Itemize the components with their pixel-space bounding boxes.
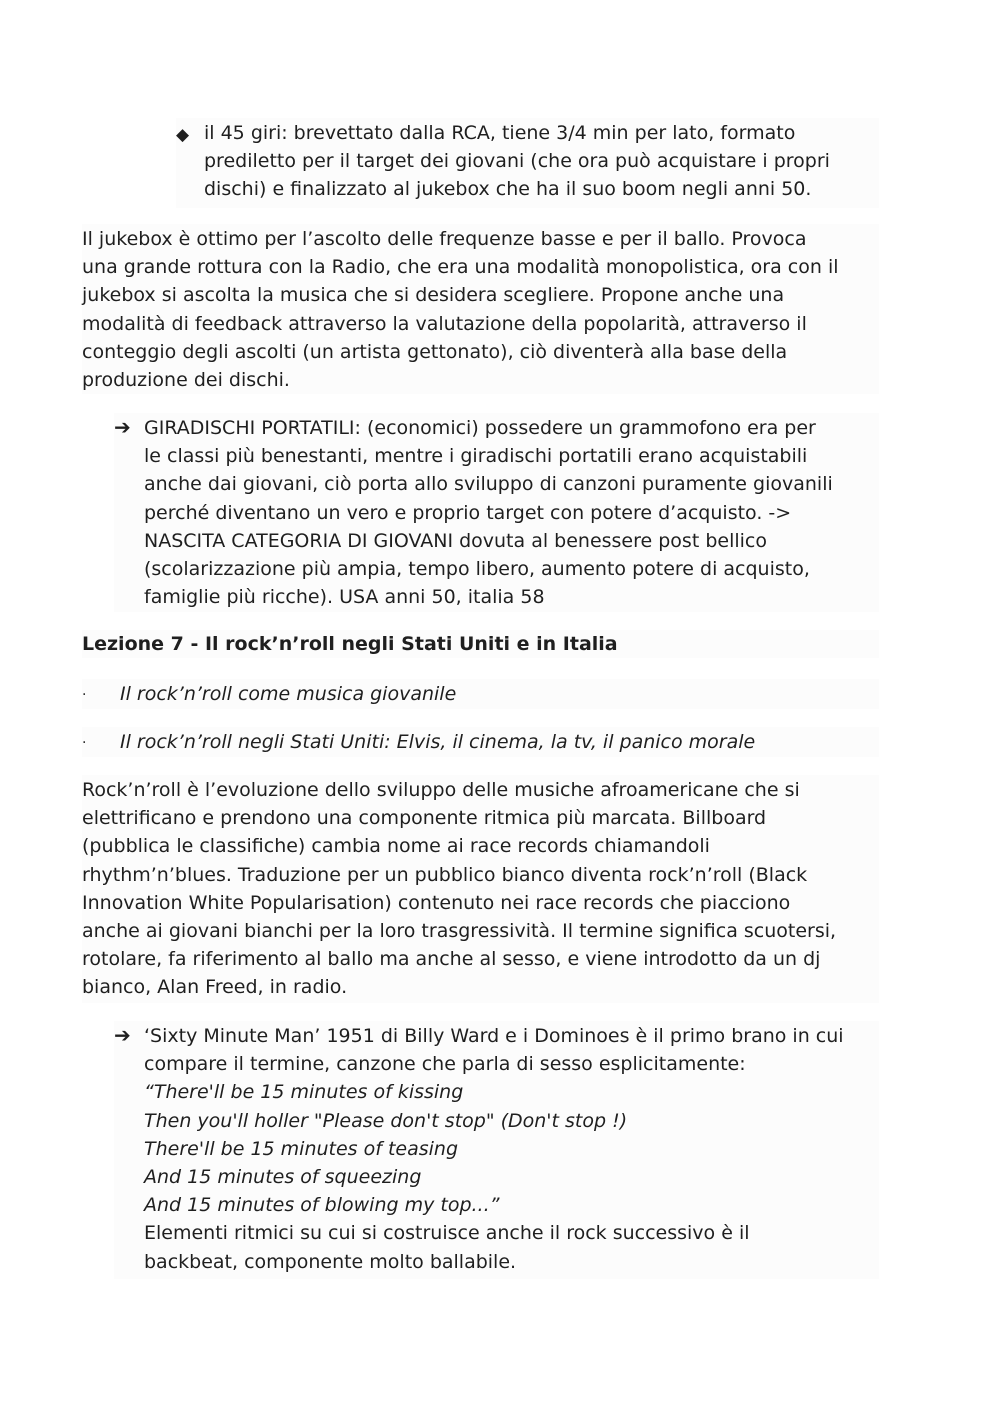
paragraph-line: rhythm’n’blues. Traduzione per un pubblico bianco diventa rock’n’roll (Black bbox=[82, 863, 808, 886]
topic-item bbox=[82, 727, 879, 757]
arrow-list-item-sixty-minute-man bbox=[114, 1021, 879, 1279]
paragraph-line: Innovation White Popularisation) contenuto nei race records che piacciono bbox=[82, 891, 791, 914]
paragraph-line: jukebox si ascolta la musica che si desidera scegliere. Propone anche una bbox=[82, 284, 785, 307]
paragraph-line: produzione dei dischi. bbox=[82, 369, 290, 392]
topic-text: Il rock’n’roll negli Stati Uniti: Elvis, il cinema, la tv, il panico morale bbox=[120, 731, 756, 753]
lyrics-line: And 15 minutes of squeezing bbox=[144, 1166, 422, 1189]
paragraph-line: (pubblica le classifiche) cambia nome ai race records chiamandoli bbox=[82, 835, 710, 858]
list-item-text-line: prediletto per il target dei giovani (che ora può acquistare i propri bbox=[204, 150, 830, 173]
list-item-text-line: il 45 giri: brevettato dalla RCA, tiene 3/4 min per lato, formato bbox=[204, 122, 796, 144]
paragraph-line: conteggio degli ascolti (un artista gettonato), ciò diventerà alla base della bbox=[82, 340, 788, 363]
list-item-text-line: dischi) e finalizzato al jukebox che ha il suo boom negli anni 50. bbox=[204, 178, 812, 201]
dot-bullet-icon: · bbox=[82, 735, 87, 751]
paragraph-line: rotolare, fa riferimento al ballo ma anche al sesso, e viene introdotto da un dj bbox=[82, 948, 821, 971]
paragraph-rocknroll bbox=[82, 775, 879, 1003]
list-item-text-line: compare il termine, canzone che parla di sesso esplicitamente: bbox=[144, 1053, 746, 1076]
list-item-text-line: Elementi ritmici su cui si costruisce anche il rock successivo è il bbox=[144, 1222, 750, 1245]
paragraph-line: una grande rottura con la Radio, che era una modalità monopolistica, ora con il bbox=[82, 256, 839, 279]
paragraph-line: elettrificano e prendono una componente ritmica più marcata. Billboard bbox=[82, 807, 767, 830]
list-item-text-line: famiglie più ricche). USA anni 50, italia 58 bbox=[144, 586, 545, 609]
paragraph-line: modalità di feedback attraverso la valutazione della popolarità, attraverso il bbox=[82, 312, 807, 335]
topic-item bbox=[82, 679, 879, 709]
paragraph-line: Rock’n’roll è l’evoluzione dello sviluppo delle musiche afroamericane che si bbox=[82, 779, 800, 801]
arrow-bullet-icon: ➔ bbox=[114, 1023, 131, 1047]
topic-text: Il rock’n’roll come musica giovanile bbox=[120, 683, 457, 705]
list-item-text-line: le classi più benestanti, mentre i giradischi portatili erano acquistabili bbox=[144, 445, 808, 468]
list-item-text-line: GIRADISCHI PORTATILI: (economici) possedere un grammofono era per bbox=[144, 417, 816, 439]
diamond-bullet-icon: ◆ bbox=[176, 125, 190, 145]
list-item-text-line: backbeat, componente molto ballabile. bbox=[144, 1250, 517, 1273]
lyrics-line: Then you'll holler "Please don't stop" (Don't stop !) bbox=[144, 1109, 628, 1132]
diamond-list-item bbox=[176, 118, 879, 208]
paragraph-jukebox bbox=[82, 224, 879, 394]
list-item-text-line: NASCITA CATEGORIA DI GIOVANI dovuta al benessere post bellico bbox=[144, 529, 767, 552]
list-item-text-line: perché diventano un vero e proprio target con potere d’acquisto. -> bbox=[144, 501, 792, 524]
lyrics-line: There'll be 15 minutes of teasing bbox=[144, 1137, 459, 1160]
list-item-text-line: anche dai giovani, ciò porta allo sviluppo di canzoni puramente giovanili bbox=[144, 473, 833, 496]
lyrics-line: And 15 minutes of blowing my top...” bbox=[144, 1194, 500, 1217]
paragraph-line: Il jukebox è ottimo per l’ascolto delle frequenze basse e per il ballo. Provoca bbox=[82, 228, 807, 250]
lyrics-line: “There'll be 15 minutes of kissing bbox=[144, 1081, 464, 1104]
paragraph-line: anche ai giovani bianchi per la loro trasgressività. Il termine significa scuotersi, bbox=[82, 920, 837, 943]
lesson-heading: Lezione 7 - Il rock’n’roll negli Stati Uniti e in Italia bbox=[82, 630, 879, 658]
list-item-text-line: ‘Sixty Minute Man’ 1951 di Billy Ward e i Dominoes è il primo brano in cui bbox=[144, 1025, 844, 1047]
arrow-bullet-icon: ➔ bbox=[114, 415, 131, 439]
paragraph-line: bianco, Alan Freed, in radio. bbox=[82, 976, 348, 999]
list-item-text-line: (scolarizzazione più ampia, tempo libero, aumento potere di acquisto, bbox=[144, 558, 810, 581]
arrow-list-item-giradischi bbox=[114, 413, 879, 612]
dot-bullet-icon: · bbox=[82, 687, 87, 703]
